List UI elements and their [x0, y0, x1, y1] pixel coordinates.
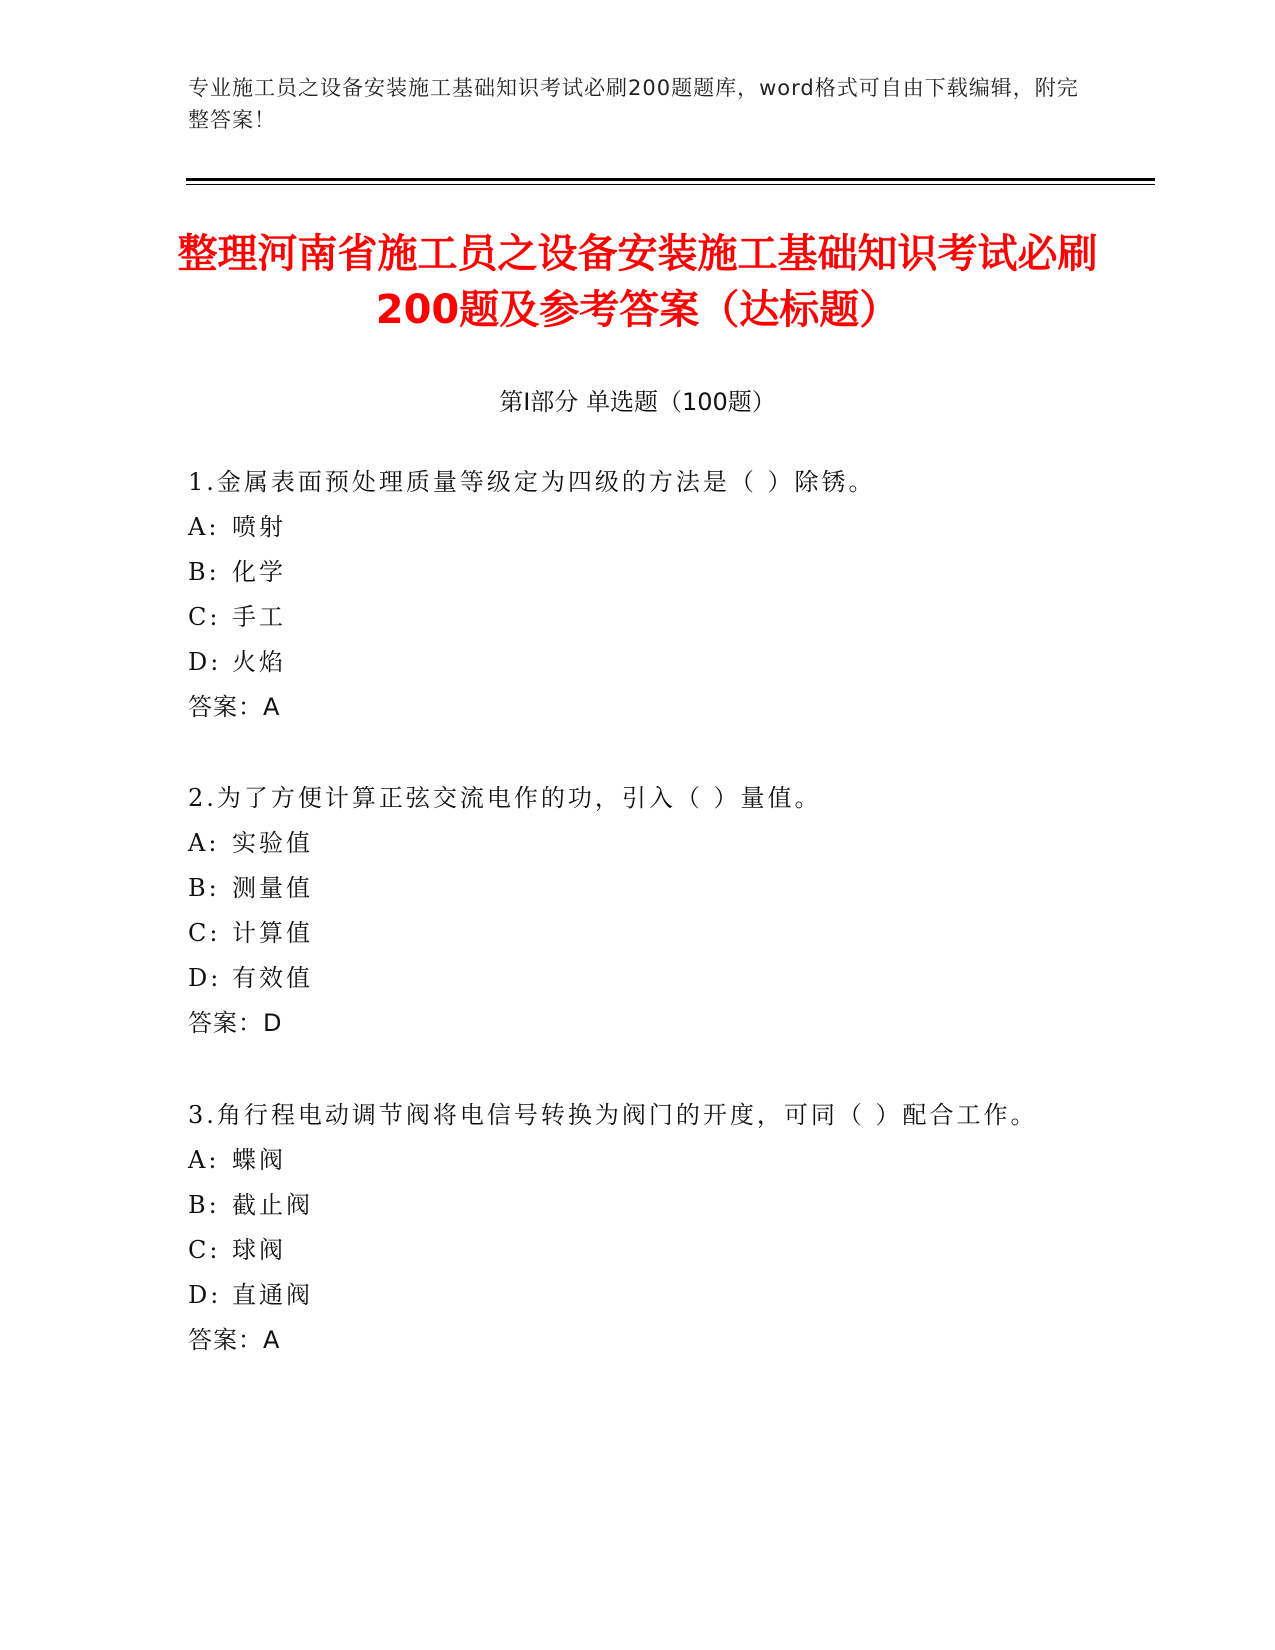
- option-letter: A:: [188, 513, 220, 541]
- option-text: 化学: [232, 558, 286, 586]
- option-letter: D:: [188, 648, 222, 676]
- option-b: [188, 866, 1088, 911]
- option-c: [188, 595, 1088, 640]
- option-text: 喷射: [232, 513, 286, 541]
- option-a: [188, 505, 1088, 550]
- question-stem: 2.为了方便计算正弦交流电作的功，引入（ ）量值。: [188, 784, 822, 812]
- question-2: [188, 776, 1088, 1046]
- option-c: [188, 911, 1088, 956]
- option-b: [188, 1183, 1088, 1228]
- option-letter: A:: [188, 1146, 220, 1174]
- option-text: 截止阀: [232, 1191, 313, 1219]
- section-title: 第I部分 单选题（100题）: [499, 388, 776, 416]
- option-c: [188, 1228, 1088, 1273]
- option-text: 直通阀: [232, 1281, 313, 1309]
- option-letter: C:: [188, 603, 221, 631]
- option-letter: C:: [188, 919, 221, 947]
- question-1: [188, 460, 1088, 730]
- header-divider-thin: [186, 184, 1155, 185]
- question-3: [188, 1092, 1088, 1363]
- option-d: [188, 956, 1088, 1001]
- document-title: 整理河南省施工员之设备安装施工基础知识考试必刷200题及参考答案（达标题）: [177, 231, 1098, 333]
- question-stem: 3.角行程电动调节阀将电信号转换为阀门的开度，可同（ ）配合工作。: [188, 1101, 1038, 1129]
- option-text: 蝶阀: [232, 1146, 286, 1174]
- question-stem: 1.金属表面预处理质量等级定为四级的方法是（ ）除锈。: [188, 468, 876, 496]
- option-letter: A:: [188, 829, 220, 857]
- header-note: 专业施工员之设备安装施工基础知识考试必刷200题题库，word格式可自由下载编辑，附完整答案！: [188, 76, 1079, 132]
- option-d: [188, 640, 1088, 685]
- answer: 答案：A: [188, 1326, 281, 1354]
- answer: 答案：D: [188, 1009, 283, 1037]
- option-text: 计算值: [232, 919, 313, 947]
- option-letter: D:: [188, 964, 222, 992]
- option-text: 手工: [232, 603, 286, 631]
- option-text: 火焰: [232, 648, 286, 676]
- option-text: 实验值: [232, 829, 313, 857]
- option-d: [188, 1273, 1088, 1318]
- option-text: 球阀: [232, 1236, 286, 1264]
- header-divider-thick: [186, 178, 1155, 181]
- option-a: [188, 1138, 1088, 1183]
- option-b: [188, 550, 1088, 595]
- option-letter: B:: [188, 1191, 220, 1219]
- option-letter: D:: [188, 1281, 222, 1309]
- option-letter: B:: [188, 874, 220, 902]
- option-letter: C:: [188, 1236, 221, 1264]
- option-text: 有效值: [232, 964, 313, 992]
- answer: 答案：A: [188, 693, 281, 721]
- option-letter: B:: [188, 558, 220, 586]
- option-text: 测量值: [232, 874, 313, 902]
- option-a: [188, 821, 1088, 866]
